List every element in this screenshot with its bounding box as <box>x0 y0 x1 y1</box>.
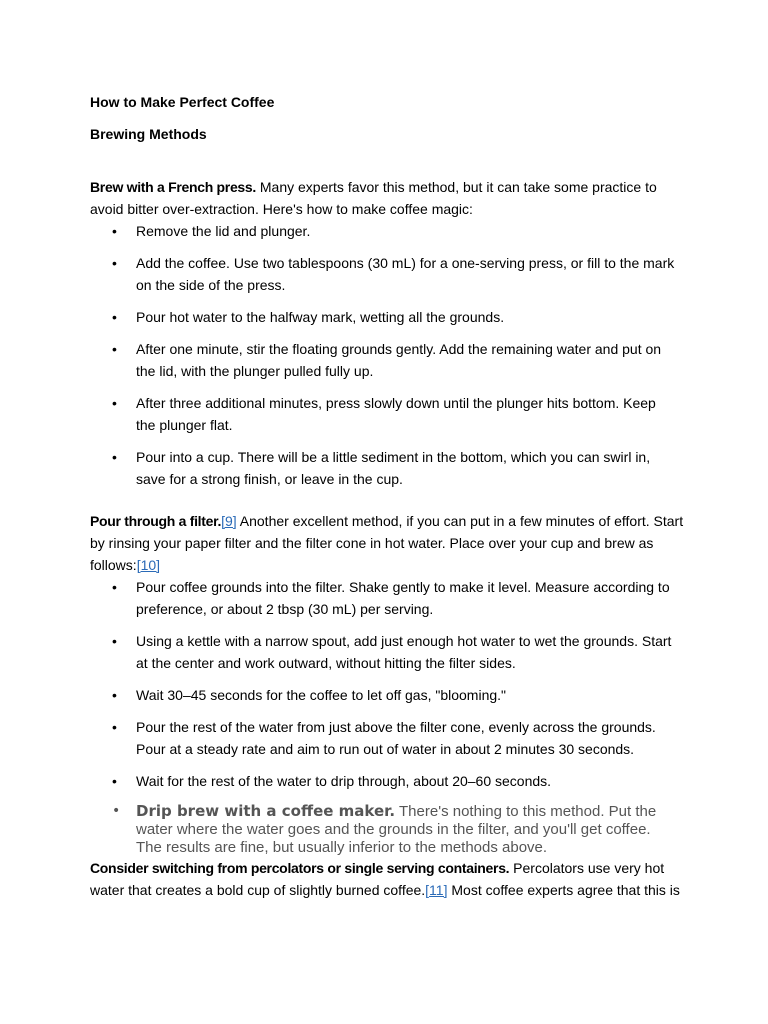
section-heading: Brewing Methods <box>90 126 207 142</box>
list-item: • Wait for the rest of the water to drip through, about 20–60 seconds. <box>90 770 676 792</box>
french-press-paragraph <box>90 176 690 220</box>
filter-steps <box>90 576 690 857</box>
reference-link-10[interactable]: [10] <box>136 557 161 573</box>
french-press-lead: Brew with a French press. <box>90 179 256 195</box>
list-item: • Remove the lid and plunger. <box>90 220 676 242</box>
list-item: • Add the coffee. Use two tablespoons (30 mL) for a one-serving press, or fill to the mark on the side of the press. <box>90 252 676 296</box>
drip-brew-text: There's nothing to this method. Put the water where the water goes and the grounds in the filter, and you'll get coffee. The results are fine, but usually inferior to the methods above. <box>136 803 657 856</box>
french-press-steps <box>90 220 690 490</box>
reference-link-11[interactable]: [11] <box>425 882 448 898</box>
percolator-paragraph <box>90 857 690 901</box>
list-item: • After three additional minutes, press slowly down until the plunger hits bottom. Keep the plunger flat. <box>90 392 676 436</box>
reference-link-9[interactable]: [9] <box>221 513 237 529</box>
list-item: • Wait 30–45 seconds for the coffee to let off gas, "blooming." <box>90 684 676 706</box>
drip-brew-item <box>90 802 676 857</box>
filter-lead: Pour through a filter. <box>90 513 222 529</box>
list-item: • After one minute, stir the floating grounds gently. Add the remaining water and put on the lid, with the plunger pulled fully up. <box>90 338 676 382</box>
percolator-text-2: Most coffee experts agree that this is <box>447 882 680 898</box>
filter-text: Another excellent method, if you can put in a few minutes of effort. Start by rinsing your paper filter and the filter cone in hot water. Place over your cup and brew as follows: <box>90 513 684 573</box>
document-page <box>90 92 690 901</box>
french-press-text: Many experts favor this method, but it can take some practice to avoid bitter over-extraction. Here's how to make coffee magic: <box>90 179 657 217</box>
list-item: • Pour hot water to the halfway mark, wetting all the grounds. <box>90 306 676 328</box>
list-item: • Using a kettle with a narrow spout, add just enough hot water to wet the grounds. Start at the center and work outward, without hitting the filter sides. <box>90 630 676 674</box>
list-item: • Pour the rest of the water from just above the filter cone, evenly across the grounds. Pour at a steady rate and aim to run out of water in about 2 minutes 30 seconds. <box>90 716 676 760</box>
list-item: • Pour coffee grounds into the filter. Shake gently to make it level. Measure according to preference, or about 2 tbsp (30 mL) per serving. <box>90 576 676 620</box>
drip-brew-lead: Drip brew with a coffee maker. <box>136 802 396 820</box>
percolator-text: Percolators use very hot water that creates a bold cup of slightly burned coffee. <box>90 860 665 898</box>
filter-paragraph <box>90 510 690 576</box>
list-item: • Pour into a cup. There will be a little sediment in the bottom, which you can swirl in, save for a strong finish, or leave in the cup. <box>90 446 676 490</box>
percolator-lead: Consider switching from percolators or single serving containers. <box>90 860 510 876</box>
page-title: How to Make Perfect Coffee <box>90 94 275 110</box>
